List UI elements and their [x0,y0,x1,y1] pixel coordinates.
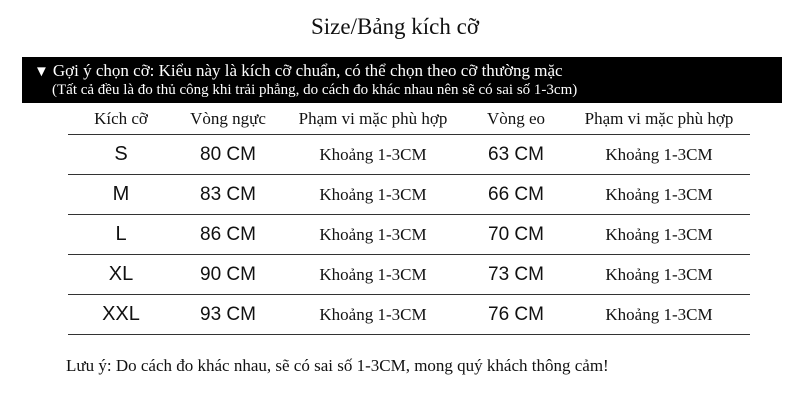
table-row [68,294,750,335]
waist-cell: 73 CM [488,263,544,285]
chest-range-cell: Khoảng 1-3CM [319,184,427,204]
waist-range-cell: Khoảng 1-3CM [605,304,713,324]
table-row [68,214,750,254]
waist-cell: 63 CM [488,143,544,165]
waist-range-cell: Khoảng 1-3CM [605,144,713,164]
waist-range-cell: Khoảng 1-3CM [605,224,713,244]
chest-range-cell: Khoảng 1-3CM [319,144,427,164]
size-cell: XL [108,263,134,285]
banner-measurement-note: (Tất cả đều là đo thủ công khi trải phẳng, do cách đo khác nhau nên sẽ có sai số 1-3cm) [52,82,578,98]
size-table [68,104,750,335]
waist-cell: 76 CM [488,303,544,325]
chest-cell: 83 CM [200,183,256,205]
waist-cell: 70 CM [488,223,544,245]
header-chest: Vòng ngực [190,109,266,128]
banner-advice-text: Gợi ý chọn cỡ: Kiểu này là kích cỡ chuẩn, có thể chọn theo cỡ thường mặc [52,61,563,80]
waist-range-cell: Khoảng 1-3CM [605,184,713,204]
triangle-down-icon: ▼ [34,64,49,80]
chest-cell: 86 CM [200,223,256,245]
header-size: Kích cỡ [94,109,148,128]
table-row [68,174,750,214]
table-row [68,134,750,174]
size-cell: L [115,223,127,245]
table-row [68,254,750,294]
size-cell: XXL [102,303,140,325]
header-waist-range: Phạm vi mặc phù hợp [584,109,734,128]
banner-advice-line [34,61,563,81]
header-waist: Vòng eo [486,109,546,128]
chest-cell: 90 CM [200,263,256,285]
size-cell: M [112,183,130,205]
chest-range-cell: Khoảng 1-3CM [319,224,427,244]
waist-range-cell: Khoảng 1-3CM [605,264,713,284]
chest-range-cell: Khoảng 1-3CM [319,304,427,324]
chest-cell: 80 CM [200,143,256,165]
size-advice-banner [22,57,782,103]
header-chest-range: Phạm vi mặc phù hợp [298,109,448,128]
footer-note: Lưu ý: Do cách đo khác nhau, sẽ có sai số 1-3CM, mong quý khách thông cảm! [66,356,609,375]
size-cell: S [114,143,128,165]
chest-range-cell: Khoảng 1-3CM [319,264,427,284]
chest-cell: 93 CM [200,303,256,325]
waist-cell: 66 CM [488,183,544,205]
table-header-row [68,104,750,134]
page-title: Size/Bảng kích cỡ [310,14,479,39]
